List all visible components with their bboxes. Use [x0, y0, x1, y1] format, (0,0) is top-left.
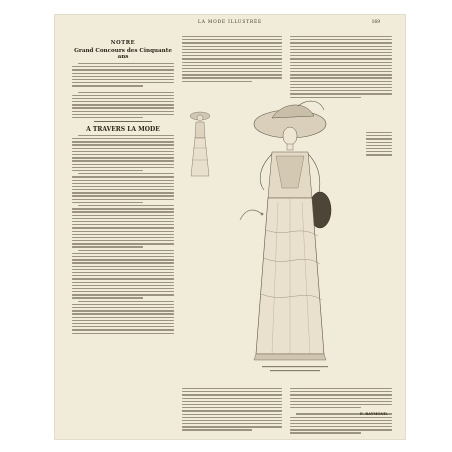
right-text-a	[182, 36, 282, 84]
page-number: 169	[371, 20, 380, 25]
running-title: LA MODE ILLUSTRÉE	[198, 20, 262, 25]
heading-notre: NOTRE	[110, 40, 136, 46]
left-column	[72, 36, 174, 434]
signature: E. RAYMOND.	[359, 412, 388, 416]
section-title: A TRAVERS LA MODE	[86, 125, 160, 133]
small-fashion-figure	[182, 108, 218, 180]
magazine-page	[54, 14, 406, 440]
plate-side-text	[366, 132, 392, 158]
heading-contest: Grand Concours des Cinquante ans	[74, 48, 172, 60]
right-text-b	[290, 36, 392, 100]
right-column	[182, 36, 392, 434]
article-text	[72, 135, 174, 334]
running-head	[54, 20, 406, 30]
divider-rule	[94, 121, 152, 122]
main-fashion-plate	[228, 98, 362, 378]
contest-text	[72, 63, 174, 118]
bottom-text	[182, 388, 392, 434]
